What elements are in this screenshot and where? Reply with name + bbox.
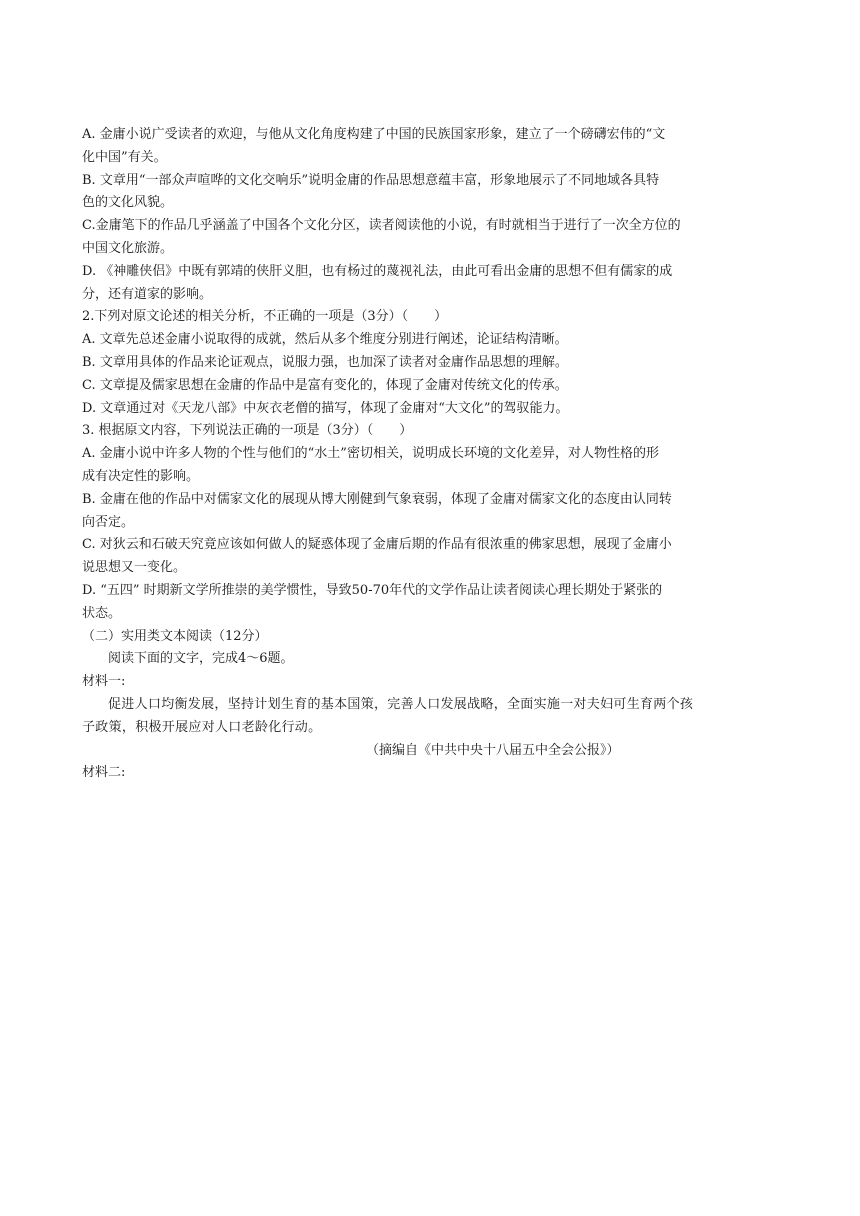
reading-instruction: 阅读下面的文字，完成4～6题。 [108,651,294,667]
document-content [82,124,782,785]
question-1-option-b-line-2: 色的文化风貌。 [82,195,174,211]
question-2-option-a: A. 文章先总述金庸小说取得的成就，然后从多个维度分别进行阐述，论证结构清晰。 [82,332,568,348]
question-3-option-c-line-2: 说思想又一变化。 [82,560,187,576]
question-3-option-d-line-2: 状态。 [82,605,122,621]
question-2-option-d: D. 文章通过对《天龙八部》中灰衣老僧的描写，体现了金庸对“大文化”的驾驭能力。 [82,400,569,416]
question-3-option-b-line-2: 向否定。 [82,514,135,530]
question-3-option-d-line-1: D. “五四” 时期新文学所推崇的美学惯性，导致50-70年代的文学作品让读者阅读心理长期处于紧张的 [82,582,663,598]
question-3-option-c-line-1: C. 对狄云和石破天究竟应该如何做人的疑惑体现了金庸后期的作品有很浓重的佛家思想，展现了金庸小 [82,537,672,553]
question-1-option-a-line-2: 化中国”有关。 [82,149,167,165]
question-3-option-a-line-1: A. 金庸小说中许多人物的个性与他们的“水土”密切相关，说明成长环境的文化差异，对人物性格的形 [82,446,659,462]
question-1-option-c-line-1: C.金庸笔下的作品几乎涵盖了中国各个文化分区，读者阅读他的小说，有时就相当于进行了一次全方位的 [82,218,681,234]
question-3-option-a-line-2: 成有决定性的影响。 [82,468,200,484]
material-one-label: 材料一: [82,674,126,690]
section-heading: （二）实用类文本阅读（12分） [82,628,268,644]
question-2-option-c: C. 文章提及儒家思想在金庸的作品中是富有变化的，体现了金庸对传统文化的传承。 [82,377,568,393]
question-1-option-c-line-2: 中国文化旅游。 [82,240,174,256]
question-2-option-b: B. 文章用具体的作品来论证观点，说服力强，也加深了读者对金庸作品思想的理解。 [82,354,568,370]
question-1-option-b-line-1: B. 文章用“一部众声喧哗的文化交响乐”说明金庸的作品思想意蕴丰富，形象地展示了不同地域各具特 [82,172,660,188]
question-3-option-b-line-1: B. 金庸在他的作品中对儒家文化的展现从博大刚健到气象衰弱，体现了金庸对儒家文化的态度由认同转 [82,491,672,507]
material-one-source: （摘编自《中共中央十八届五中全会公报》） [366,742,620,758]
question-1-option-d-line-1: D. 《神雕侠侣》中既有郭靖的侠肝义胆，也有杨过的蔑视礼法，由此可看出金庸的思想不但有儒家的成 [82,263,673,279]
question-3-stem: 3. 根据原文内容，下列说法正确的一项是（3分）（ ） [82,423,413,439]
question-2-stem: 2.下列对原文论述的相关分析，不正确的一项是（3分）（ ） [82,309,448,325]
material-one-body-line-1: 促进人口均衡发展，坚持计划生育的基本国策，完善人口发展战略，全面实施一对夫妇可生育两个孩 [108,696,694,712]
material-two-label: 材料二: [82,765,126,781]
question-1-option-d-line-2: 分，还有道家的影响。 [82,286,213,302]
question-1-option-a-line-1: A. 金庸小说广受读者的欢迎，与他从文化角度构建了中国的民族国家形象，建立了一个磅礴宏伟的“文 [82,127,666,142]
material-one-body-line-2: 子政策，积极开展应对人口老龄化行动。 [82,719,322,735]
